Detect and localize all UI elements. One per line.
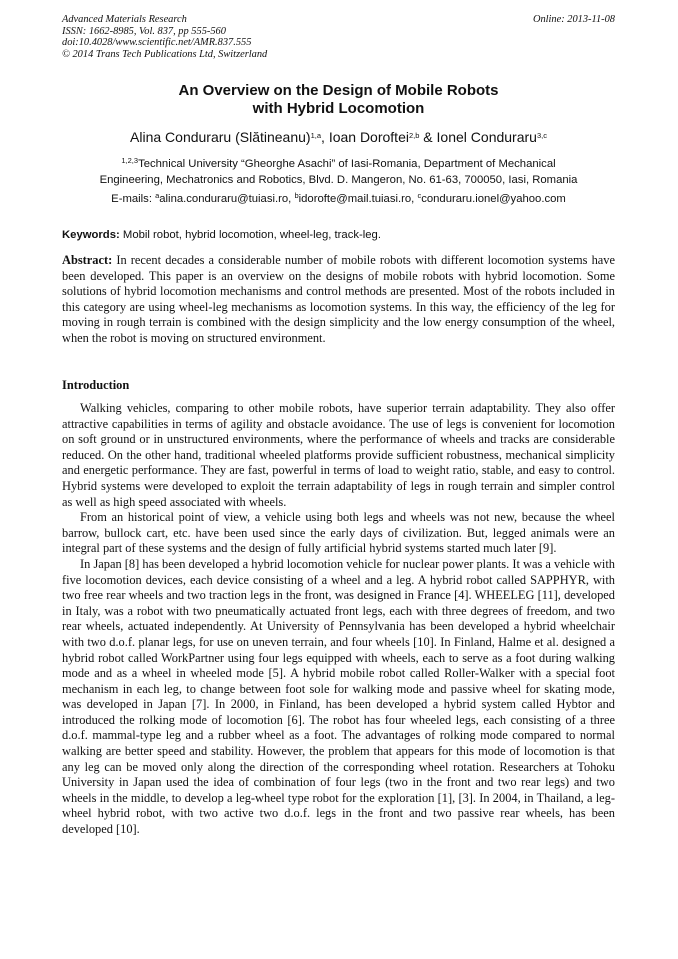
author-2: Ioan Doroftei <box>328 129 409 145</box>
intro-paragraph-1: Walking vehicles, comparing to other mobile robots, have superior terrain adaptability. They also offer attractive capabilities in terms of agility and obstacle avoidance. The use of legs is convenient for locomotion on soft ground or in unstructured environments, where the performance of wheels and tracks are considerable reduced. On the other hand, traditional wheeled platforms provide sufficient robustness, mechanical simplicity and energetic performance. They are fast, powerful in terms of load to weight ratio, stable, and easy to control. Hybrid systems were developed to exploit the terrain adaptability of legs in rough terrain and simpler control as well as high speed associated with wheels. <box>62 401 615 509</box>
emails <box>62 191 615 207</box>
introduction-body <box>62 401 615 838</box>
emails-label: E-mails: <box>111 193 156 205</box>
author-3: Ionel Conduraru <box>436 129 537 145</box>
online-date: Online: 2013-11-08 <box>532 14 615 25</box>
journal-header <box>62 14 615 60</box>
email-b: idorofte@mail.tuiasi.ro, <box>298 193 418 205</box>
email-c-sup: c <box>417 191 422 200</box>
author-1: Alina Conduraru (Slătineanu) <box>130 129 311 145</box>
email-b-sup: b <box>294 191 299 200</box>
email-a-sup: a <box>155 191 160 200</box>
author-2-sup: 2,b <box>408 131 420 140</box>
affiliation-sup: 1,2,3 <box>121 156 139 165</box>
journal-name: Advanced Materials Research <box>62 14 187 25</box>
abstract-text: In recent decades a considerable number of mobile robots with different locomotion systems have been developed. This paper is an overview on the designs of mobile robots with hybrid locomotion. Some solutions of hybrid locomotion mechanisms and control methods are presented. Most of the robots included in this category are using wheel-leg mechanisms as locomotion systems. In this way, the efficiency of the leg for moving in rough terrain is combined with the design simplicity and the low energy consumption of the wheel, when the robot is moving on structured environment. <box>62 253 615 345</box>
intro-paragraph-3: In Japan [8] has been developed a hybrid locomotion vehicle for nuclear power plants. It was a vehicle with five locomotion devices, each device consisting of a wheel and a leg. A hybrid robot called SAPPHYR, with two free rear wheels and two traction legs in the front, was designed in France [4]. WHEELEG [11], developed in Italy, was a robot with two pneumatically actuated front legs, each with three degrees of freedom, and two rear wheels, actuated independently. At University of Pennsylvania has been developed a hybrid wheelchair with two d.o.f. planar legs, for use on uneven terrain, and four wheels [10]. In Finland, Halme et al. designed a hybrid robot called WorkPartner using four legs equipped with wheels, each to serve as a foot during walking mode and as a wheel in wheeled mode [5]. A hybrid mobile robot called Roller-Walker with a special foot mechanism in each leg, to change between foot sole for walking mode and passive wheel for skating mode, was developed in Japan [7]. In 2000, in Finland, has been developed a hybrid system called Hybtor and introduced the rolking mode of locomotion [6]. The robot has four wheeled legs, each consisting of a three d.o.f. mammal-type leg and a rubber wheel as a foot. The advantages of rolking mode compared to normal walking are better speed and stability. However, the problem that appears for this mode of locomotion is that any leg can be moved only along the direction of the corresponding wheel rotation. Researchers at Tohoku University in Japan used the idea of combination of four legs (two in the front and two rear legs) and two wheels in the middle, to develop a leg-wheel type robot for the exploration [1], [3]. In 2004, in Thailand, a leg-wheel hybrid robot, with two active two d.o.f. legs in the front and two passive rear wheels, has been developed [10]. <box>62 556 615 837</box>
affiliation <box>62 156 615 188</box>
affiliation-line-1 <box>62 156 615 172</box>
author-list <box>62 128 615 146</box>
keywords-label: Keywords: <box>62 229 120 241</box>
author-sep-1: , <box>321 129 329 145</box>
author-1-sup: 1,a <box>310 131 322 140</box>
journal-issn: ISSN: 1662-8985, Vol. 837, pp 555-560 <box>62 25 226 37</box>
keywords <box>62 228 615 243</box>
intro-paragraph-2: From an historical point of view, a vehicle using both legs and wheels was not new, because the wheel barrow, bullock cart, etc. have been used since the early days of civilization. But, legged animals were an integral part of these systems and the design of fully artificial hybrid systems started much later [9]. <box>62 510 615 556</box>
abstract-paragraph <box>62 253 615 347</box>
email-a: alina.conduraru@tuiasi.ro, <box>159 193 295 205</box>
email-c: conduraru.ionel@yahoo.com <box>421 193 566 205</box>
author-3-sup: 3,c <box>536 131 547 140</box>
title-line-2: with Hybrid Locomotion <box>252 99 425 117</box>
author-sep-2: & <box>419 129 437 145</box>
title-line-1: An Overview on the Design of Mobile Robots <box>178 82 499 99</box>
affiliation-text-1: Technical University “Gheorghe Asachi” of Iasi-Romania, Department of Mechanical <box>138 158 556 170</box>
journal-copyright: © 2014 Trans Tech Publications Ltd, Switzerland <box>62 48 268 60</box>
abstract-label: Abstract: <box>62 253 113 267</box>
paper-title <box>62 82 615 117</box>
affiliation-line-2: Engineering, Mechatronics and Robotics, Blvd. D. Mangeron, No. 61-63, 700050, Iasi, Romania <box>99 174 578 186</box>
journal-doi: doi:10.4028/www.scientific.net/AMR.837.555 <box>62 37 252 49</box>
section-heading-introduction: Introduction <box>62 378 130 392</box>
abstract <box>62 253 615 347</box>
keywords-text: Mobil robot, hybrid locomotion, wheel-leg, track-leg. <box>119 229 381 241</box>
